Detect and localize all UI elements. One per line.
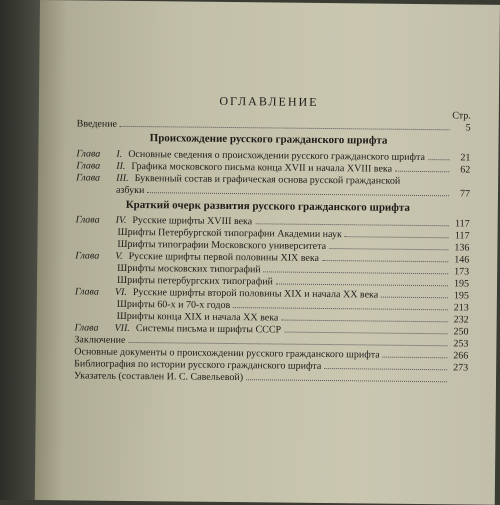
- toc-subentry-6b: Шрифты конца XIX и начала XX века 232: [116, 310, 469, 326]
- toc-subentry-4a: Шрифты Петербургской типографии Академии наук 117: [117, 226, 470, 242]
- toc-entry-documents: Основные документы о происхождении русского гражданского шрифта 266: [74, 346, 469, 362]
- toc-title: ОГЛАВЛЕНИЕ: [219, 93, 319, 109]
- dot-leader: [147, 192, 449, 196]
- section-heading-development: Краткий очерк развития русского гражданского шрифта: [125, 198, 411, 214]
- dot-leader: [329, 248, 448, 250]
- toc-entry-chapter-3-continued: азбуки 77: [115, 184, 471, 200]
- dot-leader: [246, 379, 447, 382]
- dot-leader: [324, 368, 447, 370]
- dot-leader: [233, 307, 448, 310]
- toc-entry-chapter-3: Глава III. Буквенный состав и графическая основа русской гражданской: [76, 172, 401, 187]
- dot-leader: [128, 342, 447, 346]
- toc-subentry-4b: Шрифты типографии Московского университета 136: [117, 238, 470, 254]
- dot-leader: [284, 332, 447, 335]
- book-spine-shadow: [0, 0, 40, 500]
- dot-leader: [120, 126, 450, 130]
- dot-leader: [264, 271, 449, 274]
- dot-leader: [281, 320, 447, 323]
- toc-entry-chapter-6: Глава VI. Русские шрифты второй половины XIX и начала XX века 195: [74, 286, 469, 302]
- pages-column-header: Стр.: [452, 110, 471, 122]
- toc-subentry-5a: Шрифты московских типографий 173: [117, 262, 470, 278]
- toc-entry-conclusion: Заключение 253: [74, 334, 469, 350]
- dot-leader: [381, 297, 448, 299]
- dot-leader: [383, 357, 448, 359]
- dot-leader: [345, 236, 449, 238]
- toc-entry-chapter-1: Глава I. Основные сведения о происхождении русского гражданского шрифта 21: [76, 148, 471, 164]
- toc-entry-intro: Введение 5: [76, 118, 471, 134]
- toc-entry-chapter-4: Глава IV. Русские шрифты XVIII века 117: [75, 214, 470, 230]
- dot-leader: [276, 283, 448, 286]
- dot-leader: [255, 223, 448, 226]
- dot-leader: [395, 171, 449, 173]
- toc-entry-chapter-2: Глава II. Графика московского письма конца XVII и начала XVIII века 62: [76, 160, 471, 176]
- toc-entry-chapter-5: Глава V. Русские шрифты первой половины XIX века 146: [75, 250, 470, 266]
- toc-subentry-6a: Шрифты 60-х и 70-х годов 213: [116, 298, 469, 314]
- toc-entry-index: Указатель (составлен И. С. Савельевой): [74, 370, 468, 385]
- book-page: [35, 0, 500, 505]
- dot-leader: [428, 159, 449, 160]
- toc-entry-chapter-7: Глава VII. Системы письма и шрифты СССР 250: [74, 322, 469, 338]
- dot-leader: [322, 260, 448, 262]
- section-heading-origin: Происхождение русского гражданского шрифта: [149, 132, 388, 147]
- toc-entry-bibliography: Библиография по истории русского гражданского шрифта 273: [74, 358, 469, 374]
- toc-subentry-5b: Шрифты петербургских типографий 195: [117, 274, 470, 290]
